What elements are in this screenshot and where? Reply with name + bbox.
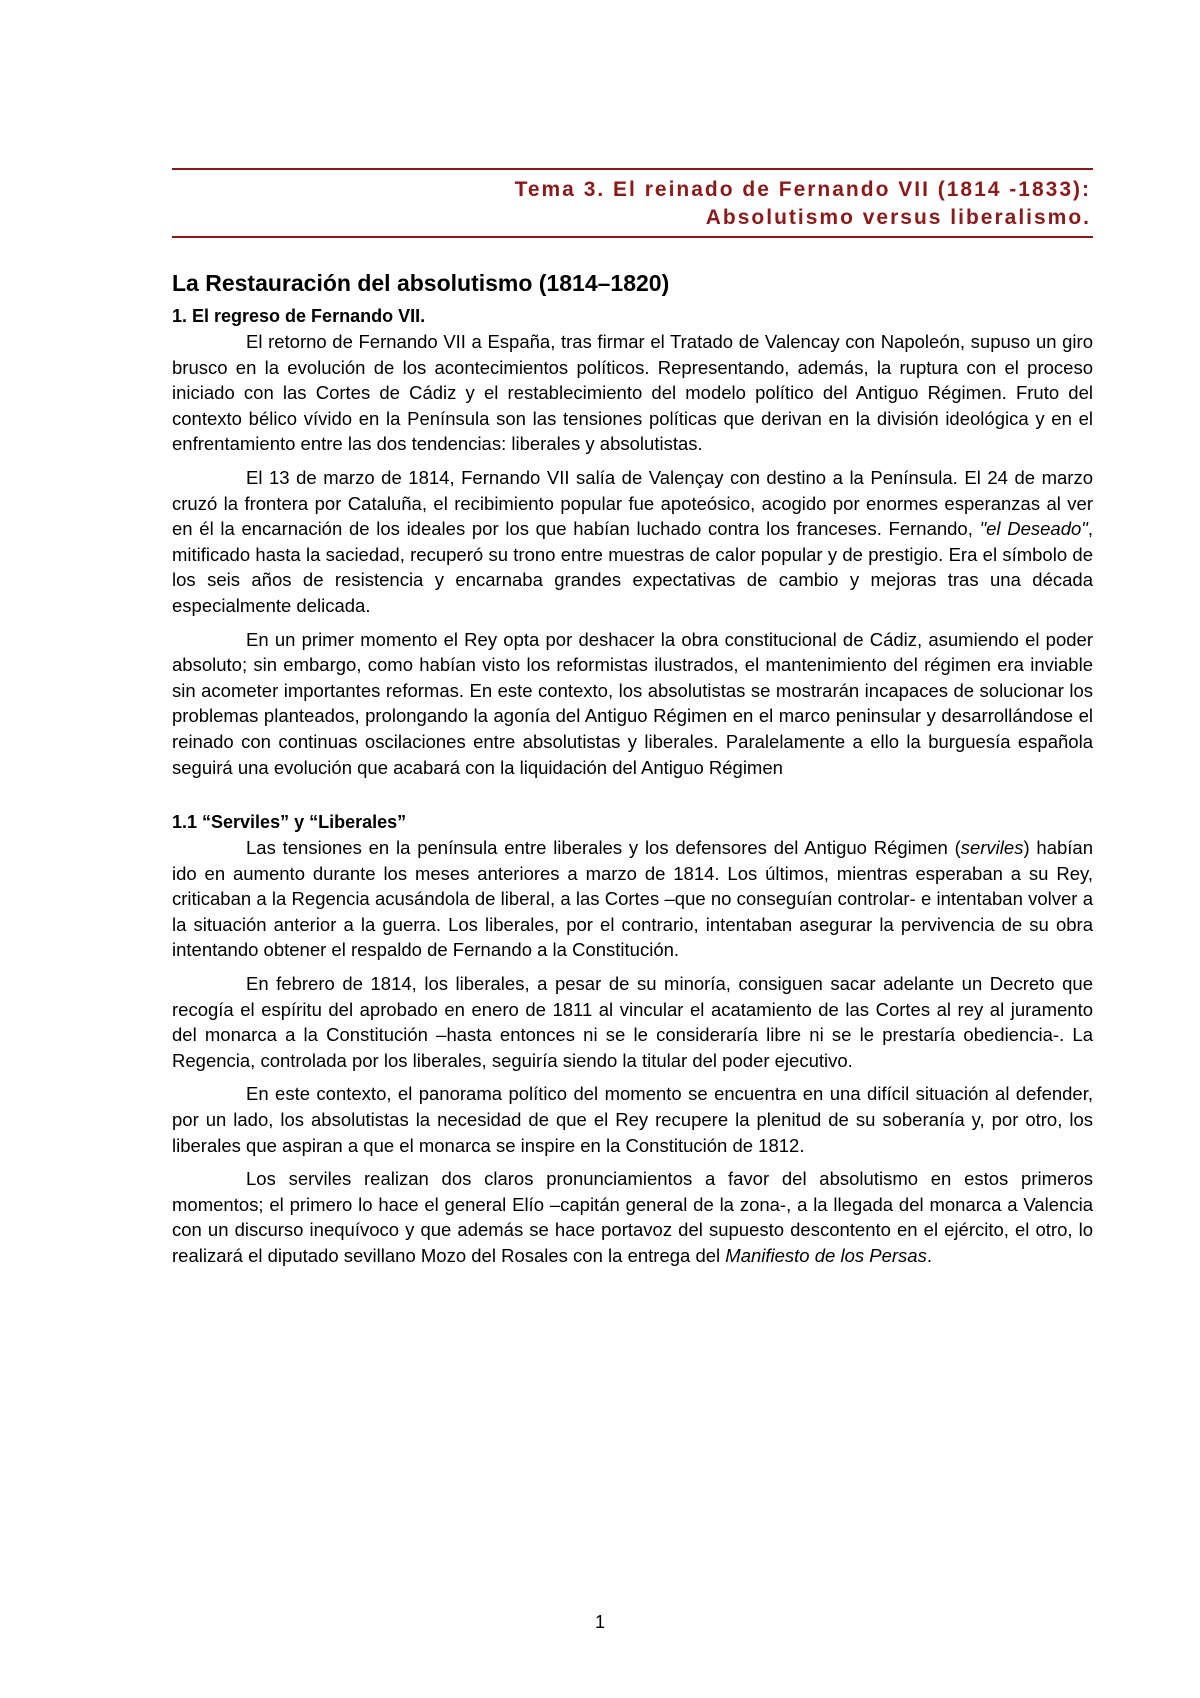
paragraph-4: Las tensiones en la península entre liberales y los defensores del Antiguo Régimen (serviles) habían ido en aumento durante los meses anteriores a marzo de 1814. Los últimos, mientras esperaban a su Rey, criticaban a la Regencia acusándola de liberal, a las Cortes –que no conseguían controlar- e intentaban volver a la situación anterior a la guerra. Los liberales, por el contrario, intentaban asegurar la pervivencia de su obra intentando obtener el respaldo de Fernando a la Constitución.: [172, 837, 1093, 961]
subsection-heading-1: 1. El regreso de Fernando VII.: [172, 306, 426, 326]
paragraph-2: El 13 de marzo de 1814, Fernando VII salía de Valençay con destino a la Península. El 24 de marzo cruzó la frontera por Cataluña, el recibimiento popular fue apoteósico, acogido por enormes esperanzas al ver en él la encarnación de los ideales por los que habían luchado contra los franceses. Fernando, "el Deseado", mitificado hasta la saciedad, recuperó su trono entre muestras de calor popular y de prestigio. Era el símbolo de los seis años de resistencia y encarnaba grandes expectativas de cambio y mejoras tras una década especialmente delicada.: [172, 466, 1093, 616]
emphasis-serviles: serviles: [960, 837, 1024, 859]
paragraph-3: En un primer momento el Rey opta por deshacer la obra constitucional de Cádiz, asumiendo el poder absoluto; sin embargo, como habían visto los reformistas ilustrados, el mantenimiento del régimen era inviable sin acometer importantes reformas. En este contexto, los absolutistas se mostrarán incapaces de solucionar los problemas planteados, prolongando la agonía del Antiguo Régimen en el marco peninsular y desarrollándose el reinado con continuas oscilaciones entre absolutistas y liberales. Paralelamente a ello la burguesía española seguirá una evolución que acabará con la liquidación del Antiguo Régimen: [172, 628, 1093, 778]
paragraph-6: En este contexto, el panorama político del momento se encuentra en una difícil situación al defender, por un lado, los absolutistas la necesidad de que el Rey recupere la plenitud de su soberanía y, por otro, los liberales que aspiran a que el monarca se inspire en la Constitución de 1812.: [172, 1083, 1093, 1156]
document-page: [172, 168, 1093, 1277]
emphasis-manifiesto: Manifiesto de los Persas: [725, 1245, 927, 1266]
paragraph-5: En febrero de 1814, los liberales, a pesar de su minoría, consiguen sacar adelante un Decreto que recogía el espíritu del aprobado en enero de 1811 al vincular el acatamiento de las Cortes al rey al juramento del monarca a la Constitución –hasta entonces ni se le consideraría libre ni se le prestaría obediencia-. La Regencia, controlada por los liberales, seguiría siendo la titular del poder ejecutivo.: [172, 973, 1093, 1071]
section-title: La Restauración del absolutismo (1814–1820): [172, 270, 670, 296]
page-number: 1: [594, 1612, 605, 1632]
document-title: [172, 170, 1093, 236]
title-line-1: Tema 3. El reinado de Fernando VII (1814 -1833):: [514, 178, 1091, 201]
paragraph-1: El retorno de Fernando VII a España, tras firmar el Tratado de Valencay con Napoleón, supuso un giro brusco en la evolución de los acontecimientos políticos. Representando, además, la ruptura con el proceso iniciado con las Cortes de Cádiz y el restablecimiento del modelo político del Antiguo Régimen. Fruto del contexto bélico vívido en la Península son las tensiones políticas que derivan en la división ideológica y en el enfrentamiento entre las dos tendencias: liberales y absolutistas.: [172, 331, 1093, 455]
bottom-rule: [172, 236, 1093, 238]
emphasis-el-deseado: "el Deseado": [979, 518, 1088, 540]
title-line-2: Absolutismo versus liberalismo.: [705, 206, 1091, 229]
paragraph-7: Los serviles realizan dos claros pronunciamientos a favor del absolutismo en estos primeros momentos; el primero lo hace el general Elío –capitán general de la zona-, a la llegada del monarca a Valencia con un discurso inequívoco y que además se hace portavoz del supuesto descontento en el ejército, el otro, lo realizará el diputado sevillano Mozo del Rosales con la entrega del Manifiesto de los Persas.: [172, 1168, 1093, 1266]
subsection-heading-2: 1.1 “Serviles” y “Liberales”: [172, 812, 407, 833]
